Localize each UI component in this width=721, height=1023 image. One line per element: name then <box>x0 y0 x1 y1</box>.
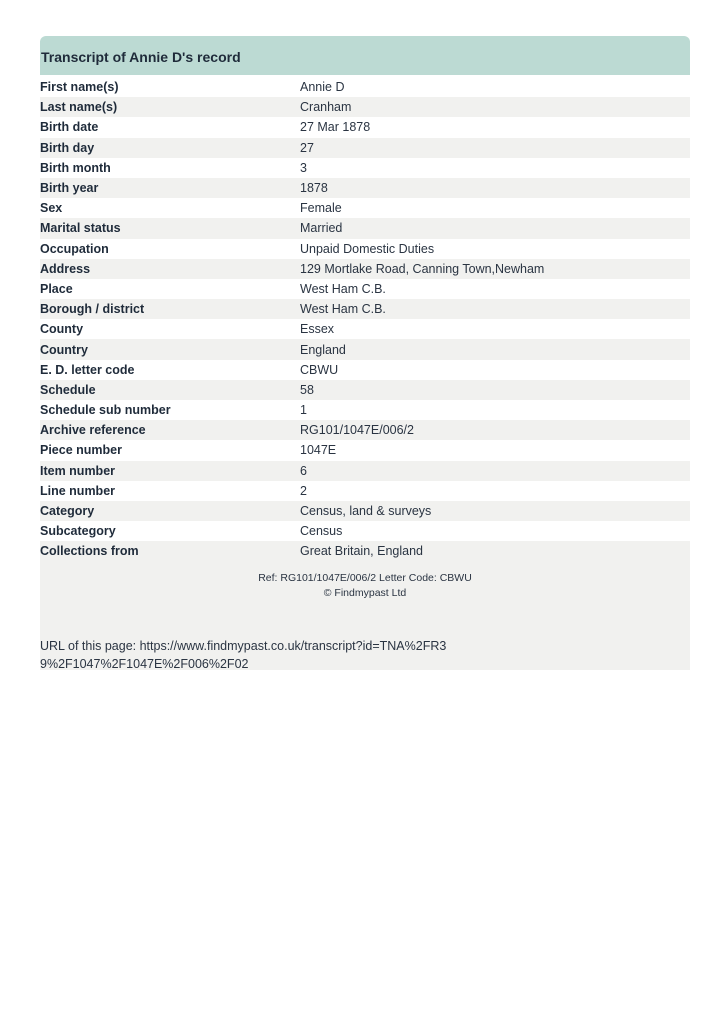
field-value: Great Britain, England <box>300 544 423 559</box>
field-label: Occupation <box>40 241 109 256</box>
field-label: Last name(s) <box>40 100 118 115</box>
field-value: 27 Mar 1878 <box>300 120 371 135</box>
field-label: Schedule <box>40 382 96 397</box>
record-footer <box>40 562 690 670</box>
field-label: Category <box>40 504 95 519</box>
field-label: Sex <box>40 201 63 216</box>
table-row <box>40 178 690 198</box>
field-label: Place <box>40 281 73 296</box>
field-label: Item number <box>40 463 116 478</box>
field-label: Schedule sub number <box>40 403 171 418</box>
field-label: Collections from <box>40 544 139 559</box>
field-label: Line number <box>40 483 116 498</box>
reference-line: Ref: RG101/1047E/006/2 Letter Code: CBWU <box>258 571 472 584</box>
record-header <box>40 36 690 75</box>
table-row <box>40 501 690 521</box>
table-row <box>40 218 690 238</box>
field-value: 129 Mortlake Road, Canning Town,Newham <box>300 261 545 276</box>
table-row <box>40 158 690 178</box>
field-value: West Ham C.B. <box>300 302 386 317</box>
field-label: First name(s) <box>40 80 119 95</box>
field-value: England <box>300 342 346 357</box>
table-row <box>40 400 690 420</box>
field-label: Birth day <box>40 140 95 155</box>
table-row <box>40 420 690 440</box>
field-label: Subcategory <box>40 524 116 539</box>
page-title: Transcript of Annie D's record <box>41 48 241 65</box>
page-url[interactable]: URL of this page: https://www.findmypast.co.uk/transcript?id=TNA%2FR39%2F1047%2F1047E%2F006%2F02 <box>40 638 447 671</box>
field-label: County <box>40 322 84 337</box>
table-row <box>40 380 690 400</box>
table-row <box>40 481 690 501</box>
field-label: E. D. letter code <box>40 362 135 377</box>
field-value: 27 <box>300 140 314 155</box>
copyright-line: © Findmypast Ltd <box>323 586 407 599</box>
table-row <box>40 461 690 481</box>
table-row <box>40 239 690 259</box>
field-label: Marital status <box>40 221 121 236</box>
table-row <box>40 97 690 117</box>
footer-reference <box>40 571 690 601</box>
field-value: 3 <box>300 160 307 175</box>
field-value: Census, land & surveys <box>300 504 432 519</box>
field-value: RG101/1047E/006/2 <box>300 423 414 438</box>
table-row <box>40 138 690 158</box>
record-fields-table <box>40 77 690 562</box>
field-value: West Ham C.B. <box>300 281 386 296</box>
field-value: Married <box>300 221 343 236</box>
field-value: Annie D <box>300 80 345 95</box>
table-row <box>40 299 690 319</box>
field-label: Address <box>40 261 91 276</box>
field-value: Census <box>300 524 343 539</box>
table-row <box>40 319 690 339</box>
field-label: Borough / district <box>40 302 145 317</box>
table-row <box>40 541 690 561</box>
field-label: Birth year <box>40 181 99 196</box>
table-row <box>40 360 690 380</box>
field-value: Essex <box>300 322 335 337</box>
table-row <box>40 259 690 279</box>
table-row <box>40 440 690 460</box>
field-value: 1878 <box>300 181 328 196</box>
field-label: Birth date <box>40 120 99 135</box>
table-row <box>40 117 690 137</box>
field-value: Unpaid Domestic Duties <box>300 241 435 256</box>
field-value: 6 <box>300 463 307 478</box>
record-transcript <box>40 36 690 670</box>
table-row <box>40 521 690 541</box>
field-value: 1047E <box>300 443 337 458</box>
field-value: Cranham <box>300 100 352 115</box>
field-label: Country <box>40 342 88 357</box>
field-label: Birth month <box>40 160 111 175</box>
field-value: 2 <box>300 483 307 498</box>
field-value: 58 <box>300 382 314 397</box>
field-value: Female <box>300 201 342 216</box>
table-row <box>40 198 690 218</box>
field-label: Piece number <box>40 443 122 458</box>
table-row <box>40 77 690 97</box>
field-value: CBWU <box>300 362 339 377</box>
table-row <box>40 279 690 299</box>
field-value: 1 <box>300 403 307 418</box>
field-label: Archive reference <box>40 423 146 438</box>
table-row <box>40 339 690 359</box>
